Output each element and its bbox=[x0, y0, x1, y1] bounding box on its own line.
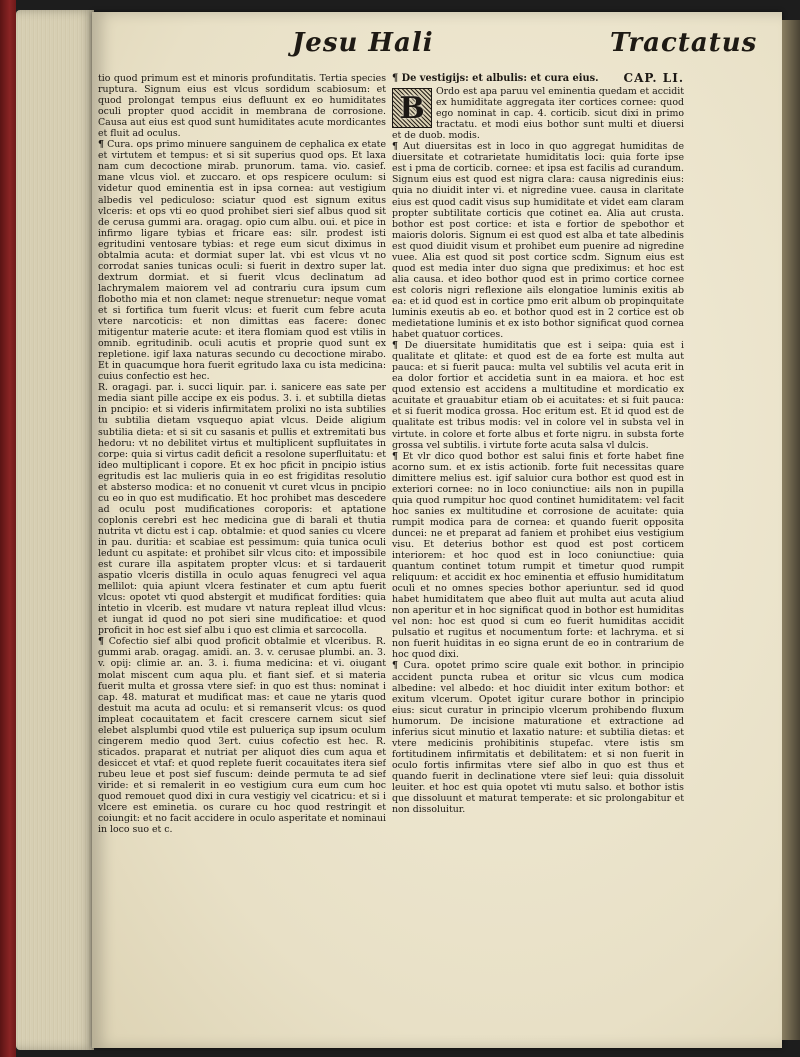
paragraph: tio quod primum est et minoris profunditatis. Tertia species ruptura. Signum eius est vlcus sordidum scabiosum: et quod prolongat tempus eius defluunt ex eo humiditates oculi propter quod accidit in membrana de corrosione. Causa aut eius est quod sunt humiditates acute mordicantes et fluit ad oculus. bbox=[98, 73, 386, 140]
pilcrow-icon: ¶ bbox=[98, 139, 104, 151]
pilcrow-icon: ¶ bbox=[392, 141, 398, 153]
chapter-heading-text: De vestigijs: et albulis: et cura eius. bbox=[401, 73, 599, 84]
paragraph bbox=[98, 139, 386, 382]
paragraph-text: Cofectio sief albi quod proficit obtalmie et vlceribus. R. gummi arab. oragag. amidi. an. 3. v. cerusae plumbi. an. 3. v. opij: climie ar. an. 3. i. fiuma medicina: et vi. oiugant molat miscent cum aqua plu. et fiant sief. et si materia fuerit multa et grossa vtere sief: in quo est thus: nominat i cap. 48. maturat et mudificat mas: et caue ne ytaris quod destuit ma acuta ad oculu: et si remanserit vlcus: os quod impleat cocauitatem et facit crescere carnem sicut sief elebet alsplumbi quod vtile est pulueriça sup ipsum oculum cingerem medio quod 3ert. cuius cofectio est hec. R. sticados. praparat et nutriat per aliquot dies cum aqua et desiccet et vtaf: et quod replete fuerit cocauitates itera sief rubeu leue et post sief fuscum: deinde permuta te ad sief viride: et si remalerit in eo vestigium cura eum cum hoc quod remouet quod dixi in cura vestigiy vel cicatricu: et si i vlcere est eminetia. os curare cu hoc quod restringit et coiungit: et no facit accidere in oculo asperitate et nominaui in loco suo et c. bbox=[98, 636, 386, 836]
red-cover-edge bbox=[0, 0, 16, 1057]
text-column-left bbox=[98, 73, 386, 913]
paragraph-text: Cura. opotet primo scire quale exit bothor. in principio accident puncta rubea et oritur sic vlcus cum modica albedine: vel albedo: et hoc diuidit inter exitum bothor: et exitum vlcerum. Opotet igitur curare bothor in principio eius: sicut curatur in principio vlcerum prohibendo fluxum humorum. De incisione maturatione et extractione ad inferius sicut minutio et laxatio nature: et subtilia dietas: et vtere medicinis prohibitinis stupefac. vtere istis sm fortitudinem infirmitatis et debilitatem: et si non fuerit in oculo fortis infirmitas vtere sief albo in quo est thus et quando fuerit in declinatione vtere sief leui: quia dissoluit leuiter. et hoc est quia opotet vti mutu salso. et bothor istis que dissoluunt et maturat temperate: et sic prolongabitur et non dissoluitur. bbox=[392, 660, 684, 816]
paragraph bbox=[392, 451, 684, 661]
gutter-shadow bbox=[782, 20, 800, 1040]
woodcut-initial-b-icon: B bbox=[392, 88, 432, 128]
pilcrow-icon: ¶ bbox=[98, 636, 104, 648]
chapter-label: CAP. LI. bbox=[623, 73, 684, 85]
pilcrow-icon: ¶ bbox=[392, 450, 398, 462]
chapter-heading bbox=[392, 73, 599, 84]
pilcrow-icon: ¶ bbox=[392, 660, 398, 672]
paragraph-text: Et vlr dico quod bothor est salui finis et forte habet fine acorno sum. et ex istis actionib. forte fuit necessitas quare dimittere melius est. igif saluior cura bothor est quod est in exteriori cornee: no in loco coniunctiue: ails non in pupilla quia quod rumpitur hoc quod continet humiditatem: vel facit hoc sanies ex multitudine et corrosione de acuitate: quia rumpit modica para de cornea: et quando fuerit opposita duncei: ne et preparat ad faniem et prohibet eius vestigium visu. Et deterius bothor est quod est post corticem interiorem: et hoc quod est in loco coniunctiue: quia quantum continet totum rumpit et timetur quod rumpit reliquum: et accidit ex hoc eminentia et effusio humiditatum oculi et no omnes species bothor aperiuntur. sed id quod habet humiditatem que abeo fluit aut multa aut acuta aliud non aperitur et in hoc significat quod in bothor est humiditas vel non: hoc est quod si cum eo fuerit humiditas accidit pulsatio et rugitus et nocumentum forte: et lachryma. et si non fuerit huiditas in eo signa erunt de eo in contrarium de hoc quod dixi. bbox=[392, 450, 684, 661]
paragraph-text: Aut diuersitas est in loco in quo aggregat humiditas de diuersitate et cotrarietate humiditatis loci: quia forte ipse est i pma de corticib. cornee: et ipsa est facilis ad curandum. Signum eius est quod est nigra clara: causa nigredinis eius: quia no diuidit inter vi. et nigredine vuee. causa in claritate eius est quod cadit visus sup humiditate et videt eam claram propter subtilitate corticis que cotinet ea. Alia aut crusta. bothor est post cortice: et ista e fortior de spebothor et maioris doloris. Signum ei est quod est alba et tate albedinis est quod diuidit visum et prohibet eum puenire ad nigredine vuee. Alia est quod sit post cortice scdm. Signum eius est quod est media inter duo signa que prediximus: et hoc est alia causa. et ideo bothor quod est in primo cortice cornee est coloris nigri reflexione ails elongatioe luminis exitis ab ea: et id quod est in cortice pmo erit album ob propinquitate luminis exeutis ab eo. et bothor quod est in 2 cortice est ob medietatione luminis et ex isto bothor significat quod cornea habet quatuor cortices. bbox=[392, 141, 684, 341]
paragraph: Ordo est apa paruu vel eminentia quedam et accidit ex humiditate aggregata iter cortices cornee: quod ego nominat in cap. 4. corticib. sicut dixi in primo tractatu. et modi eius bothor sunt multi et diuersi et de duob. modis. bbox=[392, 86, 684, 142]
paragraph bbox=[98, 636, 386, 835]
running-head-right: Tractatus bbox=[610, 28, 758, 58]
pilcrow-icon: ¶ bbox=[392, 340, 398, 352]
paragraph bbox=[392, 340, 684, 450]
text-column-right bbox=[392, 73, 684, 913]
paragraph-text: De diuersitate humiditatis que est i seipa: quia est i qualitate et qlitate: et quod est de ea forte est multa aut pauca: et si fuerit pauca: multa vel subtilis vel acuta erit in ea dolor fortior et accidetia sunt in ea maiora. et hoc est quod extensio est accidens a multitudine et mordicatio ex acuitate et grauabitur etiam ob ei acuitates: et si fuit pauca: et si fuerit modica grossa. Hoc eritum est. Et id quod est de qualitate est tribus modis: vel in colore vel in substa vel in virtute. in colore et forte albus et forte nigru. in substa forte grossa vel subtilis. i virtute forte acuta salsa vl dulcis. bbox=[392, 340, 684, 451]
paragraph bbox=[392, 660, 684, 815]
paragraph-text: Cura. ops primo minuere sanguinem de cephalica ex etate et virtutem et tempus: et si sit superius quod ops. Et laxa nam cum decoctione mirab. prunorum. tama. vio. casief. mane vlcus viol. et zuccaro. et ops respicere oculum: si videtur quod eminentia est in ipsa cornea: aut vestigium albedis vel pediculoso: sciatur quod est signum exitus vlceris: et ops vti eo quod prohibet sieri sief albus quod sit de cerusa gummi ara. oragag. opio cum albu. oui. et pice in infirmo ligare tybias et fricare eas: silr. prodest isti egritudini ventosare tybias: et rege eum sicut diximus in obtalmia acuta: et dormiat super lat. vbi est vlcus vt no corrodat sanies tunicas oculi: si fuerit in dextro super lat. dextrum dormiat. et si fuerit vlcus declinatum ad lachrymalem maiorem vel ad contrariu cura ipsum cum flobotho mia et non clamet: neque strenuetur: neque vomat et si fortifica tum fuerit vlcus: et fuerit cum febre acuta vtere narcoticis: et non dimittas eas facere: donec mitigentur materie acute: et itera flomiam quod est vtilis in omnib. egritudinib. oculi acutis et proprie quod sunt ex repletione. igif laxa naturas secundo cu decoctione mirabo. Et in quacumque hora fuerit egritudo laxa cu ista medicina: cuius confectio est hec. bbox=[98, 139, 386, 383]
pilcrow-icon: ¶ bbox=[392, 73, 399, 84]
page-stack-edges bbox=[16, 10, 94, 1050]
running-head-left: Jesu Hali bbox=[292, 28, 434, 58]
paragraph bbox=[392, 141, 684, 340]
chapter-heading-line bbox=[392, 73, 684, 84]
paragraph: R. oragagi. par. i. succi liquir. par. i. sanicere eas sate per media siant pille accipe ex eis podus. 3. i. et subtilla dietas in pncipio: et si videris infirmitatem prolixi no ista subtilies tu subtilia dietam vsquequo apiat vlcus. Deide aligium subtilia dieta: et si sit cu sasanis et pullis et extremitati bus hedoru: vt no debilitet virtus et multiplicent supfluitates in corpe: quia si virtus cadit deficit a resolone superfluitatu: et ideo multiplicant i copore. Et ex hoc pficit in pncipio istius egritudis est lac mulieris quia in eo est frigiditas resolutio et absterso modica: et no conuenit vt curet vlcus in pncipio cu eo in quo est mudificatio. Et hoc prohibet mas descedere ad oculu post mudificationes coroporis: et aptatione coplonis cerebri est hec medicina gue di barali et thutia nutrita vt dictu est i cap. obtalmie: et quod sanies cu vlcere in pau. duritia: et scabiae est pessimum: quia tunica oculi ledunt cu aspitate: et prohibet silr vlcus cito: et impossibile est curare illa aspitatem propter vlcus: et si tardauerit aspatio vlceris distilla in oculo aquas fenugreci vel aqua mellilot: quia apiunt vlcera festinater et cum aptu fuerit vlcus: opotet vti quod abstergit et mudificat fordities: quia intetio in vlcerib. est mudare vt natura repleat illud vlcus: et iungat id quod no pot sieri sine mudificatioe: et quod proficit in hoc est sief albu i quo est climia et sarcocolla. bbox=[98, 382, 386, 637]
